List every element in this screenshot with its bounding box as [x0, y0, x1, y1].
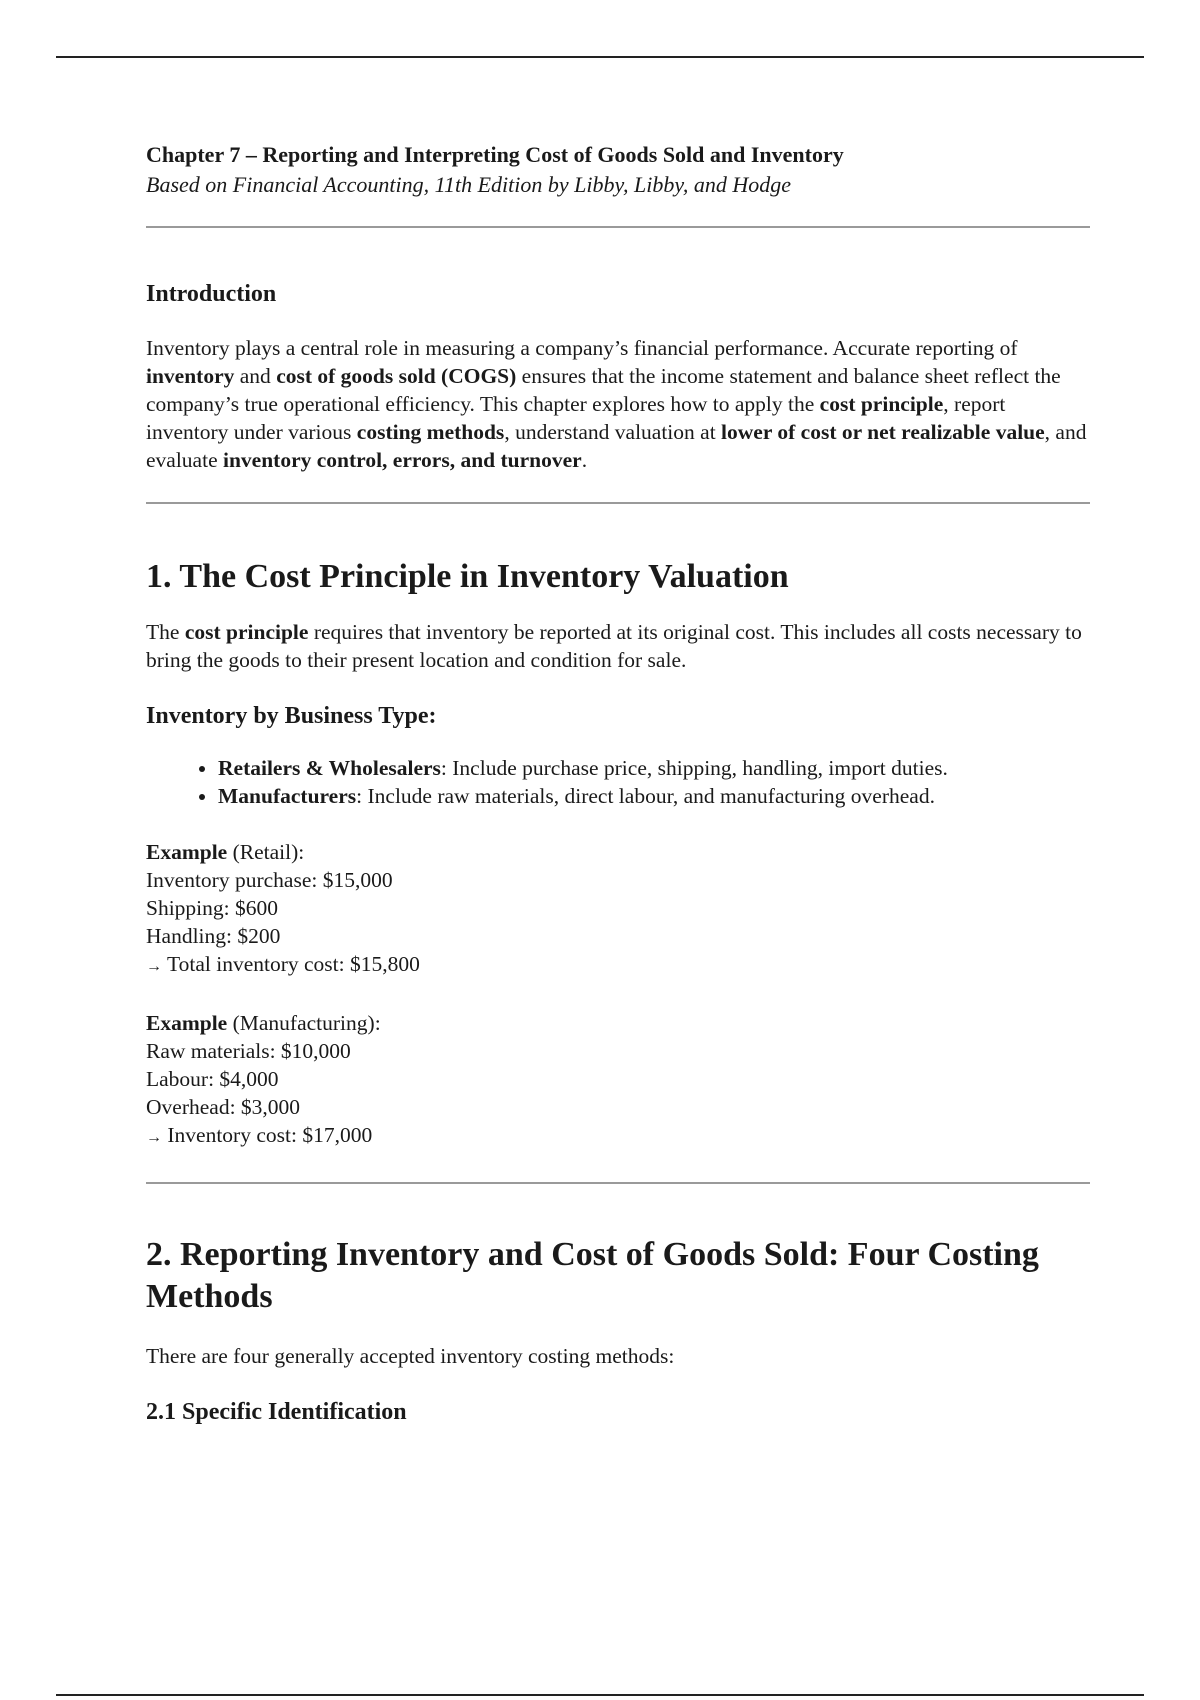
specific-identification-subheading: 2.1 Specific Identification: [146, 1399, 407, 1425]
introduction-paragraph: Inventory plays a central role in measuring a company’s financial performance. Accurate reporting of inventory and cost of goods sold (COGS) ensures that the income statement and balance sheet reflect the company’s true operational efficiency. This chapter explores how to apply the cost principle, report inventory under various costing methods, understand valuation at lower of cost or net realizable value, and evaluate inventory control, errors, and turnover.: [146, 336, 1087, 472]
arrow-right-icon: →: [146, 958, 162, 975]
document-body: [146, 140, 1090, 1428]
section-1-heading: 1. The Cost Principle in Inventory Valuation: [146, 558, 789, 595]
divider: [146, 226, 1090, 228]
page-top-rule: [56, 56, 1144, 58]
section-1-paragraph: The cost principle requires that inventory be reported at its original cost. This includes all costs necessary to bring the goods to their present location and condition for sale.: [146, 620, 1082, 672]
arrow-right-icon: →: [146, 1129, 162, 1146]
section-2-paragraph: There are four generally accepted inventory costing methods:: [146, 1344, 675, 1368]
example-line: Overhead: $3,000: [146, 1095, 301, 1119]
page-bottom-rule: [56, 1694, 1144, 1696]
section-2-heading: 2. Reporting Inventory and Cost of Goods Sold: Four Costing Methods: [146, 1236, 1039, 1315]
example-total: → Inventory cost: $17,000: [146, 1123, 373, 1147]
introduction-heading: Introduction: [146, 281, 277, 307]
example-line: Inventory purchase: $15,000: [146, 868, 393, 892]
example-line: Shipping: $600: [146, 896, 279, 920]
example-line: Raw materials: $10,000: [146, 1039, 351, 1063]
document-subtitle: Based on Financial Accounting, 11th Edition by Libby, Libby, and Hodge: [146, 172, 792, 197]
divider: [146, 1182, 1090, 1184]
list-item: • Manufacturers: Include raw materials, direct labour, and manufacturing overhead.: [218, 782, 1090, 810]
example-line: Labour: $4,000: [146, 1067, 279, 1091]
example-retail: Example (Retail): Inventory purchase: $15,000 Shipping: $600 Handling: $200 → Total inventory cost: $15,800: [146, 838, 1090, 981]
document-title: Chapter 7 – Reporting and Interpreting Cost of Goods Sold and Inventory: [146, 142, 844, 167]
example-manufacturing: Example (Manufacturing): Raw materials: $10,000 Labour: $4,000 Overhead: $3,000 → Inventory cost: $17,000: [146, 1009, 1090, 1152]
list-item: • Retailers & Wholesalers: Include purchase price, shipping, handling, import duties.: [218, 754, 1090, 782]
business-type-list: [146, 754, 1090, 810]
business-type-subheading: Inventory by Business Type:: [146, 703, 437, 729]
example-line: Handling: $200: [146, 924, 281, 948]
example-total: → Total inventory cost: $15,800: [146, 952, 420, 976]
divider: [146, 502, 1090, 504]
